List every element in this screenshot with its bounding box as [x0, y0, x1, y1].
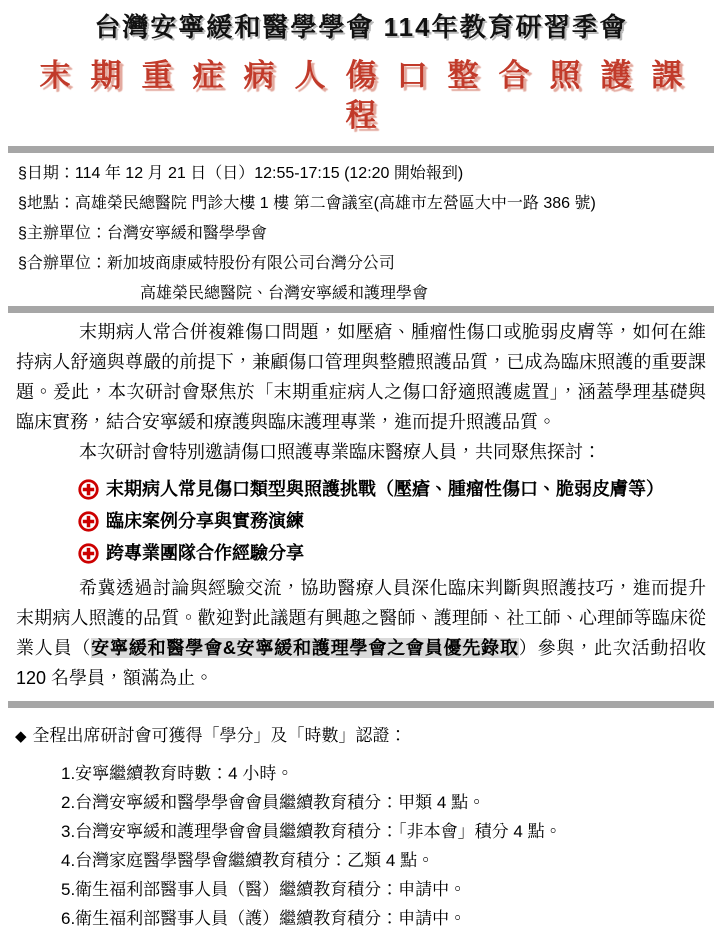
introduction-section	[16, 317, 706, 693]
focus-lead-sentence: 本次研討會特別邀請傷口照護專業臨床醫療人員，共同聚焦探討：	[79, 442, 601, 462]
credit-items-list	[15, 759, 708, 933]
divider-bar	[8, 701, 714, 708]
list-item: 4.台灣家庭醫學醫學會繼續教育積分：乙類 4 點。	[61, 851, 435, 870]
event-coorganizer-line: §合辦單位：新加坡商康威特股份有限公司台灣分公司	[18, 255, 395, 272]
page-title: 台灣安寧緩和醫學學會 114年教育研習季會	[94, 12, 628, 42]
closing-paragraph-tail: ）參與，此次活動招收 120 名學員，額滿為止。	[16, 638, 707, 688]
list-item: 1.安寧繼續教育時數：4 小時。	[61, 764, 294, 783]
list-item: 2.台灣安寧緩和醫學學會會員繼續教育積分：甲類 4 點。	[61, 793, 486, 812]
list-item	[78, 473, 706, 505]
topic-label: 跨專業團隊合作經驗分享	[106, 543, 304, 563]
event-location-line: §地點：高雄榮民總醫院 門診大樓 1 樓 第二會議室(高雄市左營區大中一路 386 號)	[18, 195, 596, 212]
red-cross-circle-icon	[78, 543, 99, 564]
priority-enrollment-highlight: 安寧緩和醫學會&安寧緩和護理學會之會員優先錄取	[91, 638, 519, 658]
closing-paragraph-text: 希冀透過討論與經驗交流，協助醫療人員深化臨床判斷與照護技巧，進而提升末期病人照護的品質。歡迎對此議題有興趣之醫師、護理師、社工師、心理師等臨床從業人員（	[16, 578, 706, 658]
topic-label: 臨床案例分享與實務演練	[106, 511, 304, 531]
diamond-bullet-icon: ◆	[15, 728, 27, 745]
list-item	[78, 505, 706, 537]
red-cross-circle-icon	[78, 511, 99, 532]
credits-section	[15, 723, 708, 933]
credits-heading	[15, 723, 708, 750]
divider-bar	[8, 306, 714, 313]
list-item	[78, 537, 706, 569]
event-coorganizer-continued-line: 高雄榮民總醫院、台灣安寧緩和護理學會	[140, 285, 429, 302]
divider-bar	[8, 146, 714, 153]
list-item: 3.台灣安寧緩和護理學會會員繼續教育積分：「非本會」積分 4 點。	[61, 822, 562, 841]
closing-paragraph	[16, 573, 706, 693]
event-organizer-line: §主辦單位：台灣安寧緩和醫學學會	[18, 225, 267, 242]
topic-label: 末期病人常見傷口類型與照護挑戰（壓瘡、腫瘤性傷口、脆弱皮膚等）	[106, 479, 664, 499]
focus-topics-list	[78, 473, 706, 569]
red-cross-circle-icon	[78, 479, 99, 500]
intro-paragraph: 末期病人常合併複雜傷口問題，如壓瘡、腫瘤性傷口或脆弱皮膚等，如何在維持病人舒適與尊嚴的前提下，兼顧傷口管理與整體照護品質，已成為臨床照護的重要課題。爰此，本次研討會聚焦於「末期重症病人之傷口舒適照護處置」，涵蓋學理基礎與臨床實務，結合安寧緩和療護與臨床護理專業，進而提升照護品質。	[16, 322, 706, 432]
course-subtitle: 末期重症病人傷口整合照護課程	[39, 58, 703, 133]
list-item: 5.衛生福利部醫事人員（醫）繼續教育積分：申請中。	[61, 880, 467, 899]
list-item: 6.衛生福利部醫事人員（護）繼續教育積分：申請中。	[61, 909, 467, 928]
event-details	[18, 165, 712, 302]
event-date-line: §日期：114 年 12 月 21 日（日）12:55-17:15 (12:20 開始報到)	[18, 165, 464, 182]
credits-heading-text: 全程出席研討會可獲得「學分」及「時數」認證：	[32, 726, 407, 745]
